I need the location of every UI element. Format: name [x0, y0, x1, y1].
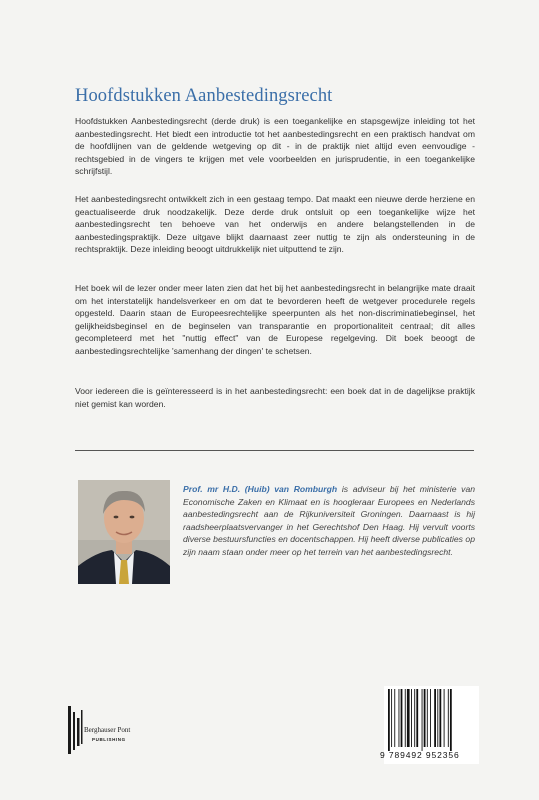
barcode-bar	[437, 689, 438, 747]
barcode-bar	[434, 689, 436, 747]
author-bio	[183, 483, 475, 559]
author-photo	[78, 480, 170, 584]
barcode-bar	[399, 689, 400, 747]
barcode-bar	[388, 689, 390, 751]
barcode-bar	[422, 689, 423, 751]
publisher-sub: PUBLISHING	[92, 737, 126, 742]
publisher-name: Berghauser Pont	[84, 726, 131, 734]
isbn-number: 9 789492 952356	[380, 750, 460, 760]
paragraph-audience: Voor iedereen die is geïnteresseerd is in het aanbestedingsrecht: een boek dat in de dagelijkse praktijk niet gemist kan worden.	[75, 386, 475, 409]
barcode-bar	[394, 689, 395, 747]
author-name: Prof. mr H.D. (Huib) van Romburgh	[183, 484, 338, 494]
barcode-bar	[414, 689, 415, 747]
barcode-bar	[450, 689, 452, 751]
section-divider	[75, 450, 474, 451]
barcode-bar	[405, 689, 406, 747]
barcode-bar	[430, 689, 431, 747]
barcode-bar	[411, 689, 412, 747]
barcode-bar	[401, 689, 403, 747]
barcode-bar	[439, 689, 441, 747]
paragraph-intro: Hoofdstukken Aanbestedingsrecht (derde druk) is een toegankelijke en stapsgewijze inleiding tot het aanbestedingsrecht. Het biedt een introductie tot het aanbestedingsrecht en een praktisch handvat om de hoofdlijnen van de geldende wetgeving op dit - in de praktijk niet altijd even eenvoudige - rechtsgebied in de vingers te krijgen met vele voorbeelden en jurisprudentie, in een toegankelijke schrijfstijl.	[75, 116, 475, 177]
book-title: Hoofdstukken Aanbestedingsrecht	[75, 86, 333, 106]
author-bio-text: is adviseur bij het ministerie van Economische Zaken en Klimaat en is hoogleraar Europees en Nederlands aanbestedingsrecht aan de Rijkuniversiteit Groningen. Daarnaast is hij raadsheerplaatsvervanger in het Gerechtshof Den Haag. Hij vervult voorts diverse bestuursfuncties en docentschappen. Hij heeft diverse publicaties op zijn naam staan onder meer op het terrein van het aanbestedingsrecht.	[183, 484, 476, 557]
barcode-bar	[448, 689, 449, 747]
paragraph-edition: Het aanbestedingsrecht ontwikkelt zich in een gestaag tempo. Dat maakt een nieuwe derde herziene en geactualiseerde druk noodzakelijk. Deze derde druk ontsluit op een toegankelijke wijze het aanbestedingsrecht ten behoeve van het onderwijs en andere belangstellenden in de aanbestedingspraktijk. Deze uitgave blijkt daarnaast zeer nuttig te zijn als ondersteuning in de rechtspraktijk. Deze inleiding beoogt uitdrukkelijk niet uitputtend te zijn.	[75, 194, 475, 255]
paragraph-content: Het boek wil de lezer onder meer laten zien dat het bij het aanbestedingsrecht in belangrijke mate draait om het interstatelijk handelsverkeer en om dat te bevorderen heeft de wetgever procedurele regels opgesteld. Daarin staan de Europeesrechtelijke speerpunten als het non-discriminatiebeginsel, het gelijkheidsbeginsel en de beginselen van transparantie en proportionaliteit centraal; dit alles gecompleteerd met het "nuttig effect" van de Europese regelgeving. Dit boek beoogt de aanbestedingsrechtelijke 'samenhang der dingen' te schetsen.	[75, 283, 475, 356]
barcode-bar	[407, 689, 410, 747]
barcode-bar	[416, 689, 418, 747]
barcode-bar	[427, 689, 428, 747]
barcode-bar	[424, 689, 426, 747]
barcode-bar	[444, 689, 445, 747]
barcode-bar	[391, 689, 392, 747]
